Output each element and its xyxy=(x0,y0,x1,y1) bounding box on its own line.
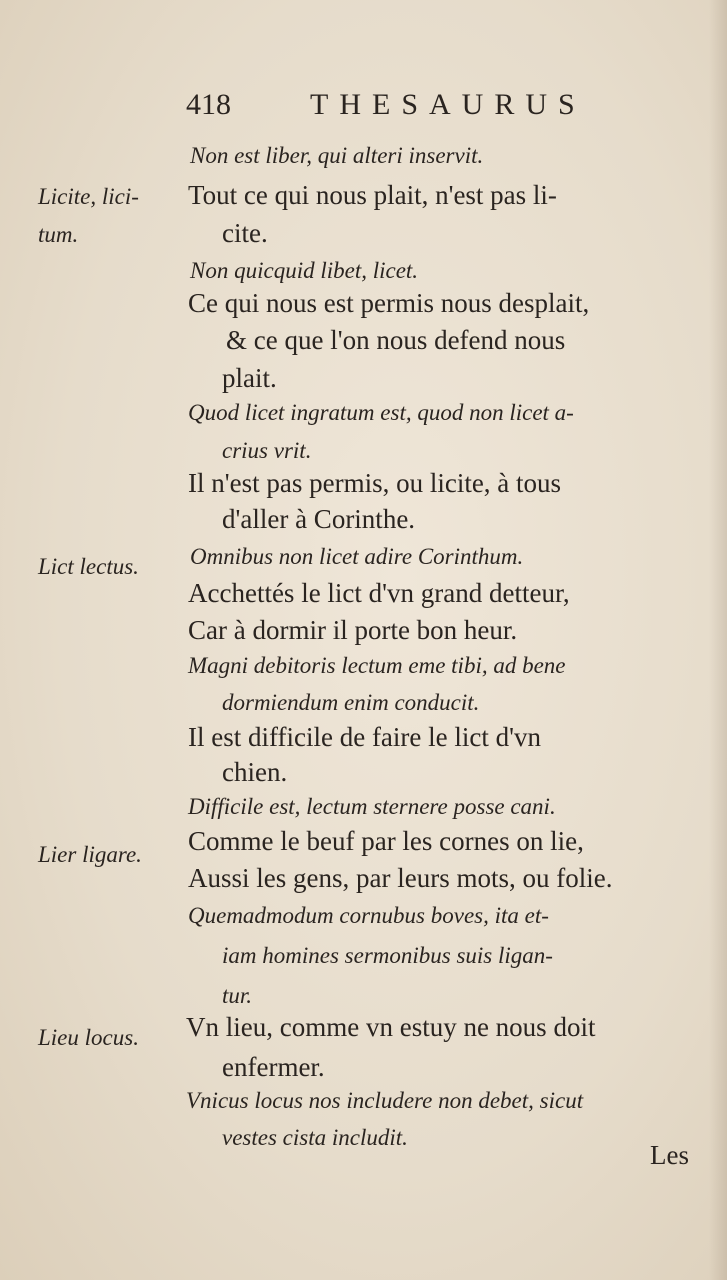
french-line: Il n'est pas permis, ou licite, à tous xyxy=(188,468,562,498)
french-line: Acchettés le lict d'vn grand detteur, xyxy=(188,578,570,608)
french-line: Car à dormir il porte bon heur. xyxy=(188,615,518,645)
latin-line: Quod licet ingratum est, quod non licet a- xyxy=(188,400,574,425)
french-line: Comme le beuf par les cornes on lie, xyxy=(188,826,584,856)
french-line: Tout ce qui nous plait, n'est pas li- xyxy=(188,180,557,210)
french-line: cite. xyxy=(222,218,268,248)
latin-line: Quemadmodum cornubus boves, ita et- xyxy=(188,903,549,928)
running-title: THESAURUS xyxy=(310,88,586,121)
latin-line: vestes cista includit. xyxy=(222,1125,408,1150)
french-line: Ce qui nous est permis nous desplait, xyxy=(188,288,590,318)
latin-line: iam homines sermonibus suis ligan- xyxy=(222,943,553,968)
french-line: d'aller à Corinthe. xyxy=(222,504,416,534)
french-line: enfermer. xyxy=(222,1052,325,1082)
french-line: Vn lieu, comme vn estuy ne nous doit xyxy=(186,1012,596,1042)
margin-note: Lier ligare. xyxy=(38,842,142,867)
page-header xyxy=(186,88,626,128)
latin-line: crius vrit. xyxy=(222,438,312,463)
catchword: Les xyxy=(650,1140,689,1170)
latin-line: Vnicus locus nos includere non debet, sicut xyxy=(186,1088,584,1113)
french-line: Aussi les gens, par leurs mots, ou folie. xyxy=(188,863,613,893)
margin-note: Lict lectus. xyxy=(38,554,139,579)
latin-line: Non est liber, qui alteri inservit. xyxy=(190,143,484,168)
french-line: plait. xyxy=(222,363,277,393)
latin-line: Magni debitoris lectum eme tibi, ad bene xyxy=(188,653,566,678)
french-line: & ce que l'on nous defend nous xyxy=(226,325,566,355)
page-number: 418 xyxy=(186,88,231,121)
latin-line: Difficile est, lectum sternere posse cani. xyxy=(188,794,556,819)
margin-note: Lieu locus. xyxy=(38,1025,139,1050)
margin-note: Licite, lici- xyxy=(38,184,139,209)
margin-note: tum. xyxy=(38,222,79,247)
latin-line: tur. xyxy=(222,983,253,1008)
latin-line: dormiendum enim conducit. xyxy=(222,690,480,715)
french-line: Il est difficile de faire le lict d'vn xyxy=(188,722,541,752)
french-line: chien. xyxy=(222,757,288,787)
latin-line: Omnibus non licet adire Corinthum. xyxy=(190,544,524,569)
latin-line: Non quicquid libet, licet. xyxy=(190,258,419,283)
